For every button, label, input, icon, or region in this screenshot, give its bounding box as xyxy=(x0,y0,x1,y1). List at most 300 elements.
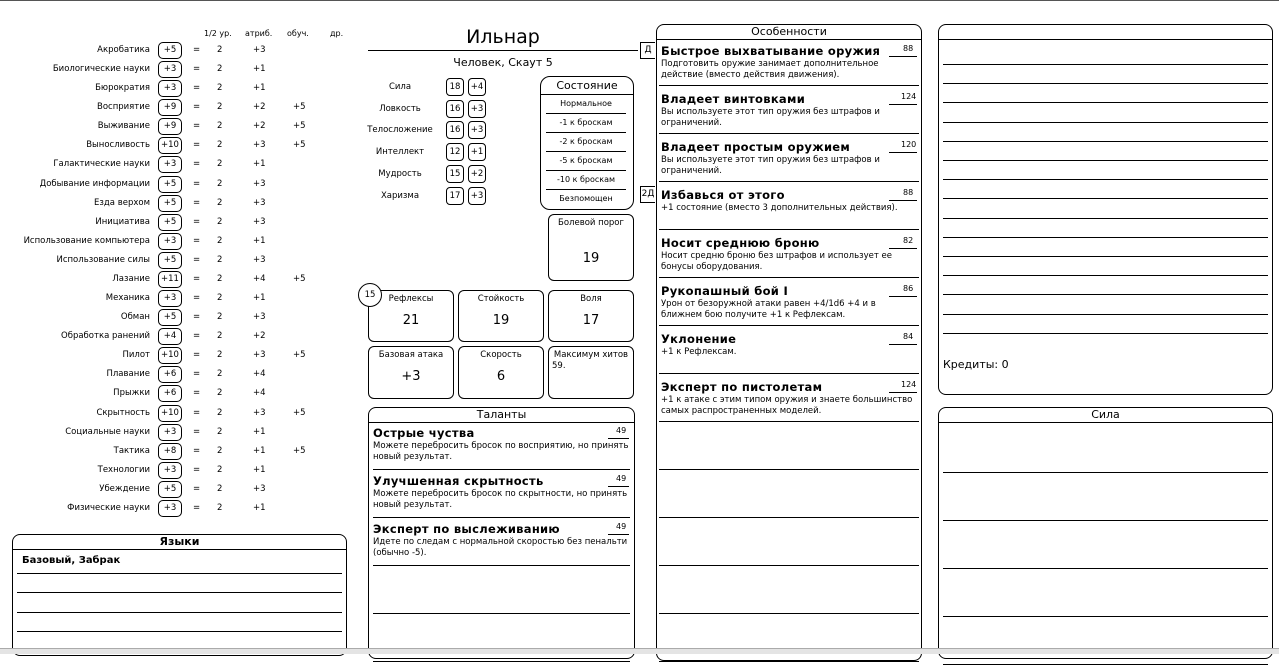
skill-name: Физические науки xyxy=(67,502,150,513)
skill-row xyxy=(0,500,340,519)
skill-half-level: 2 xyxy=(217,83,223,94)
equals-sign: = xyxy=(193,254,201,265)
condition-step[interactable]: -10 к броскам xyxy=(546,170,626,190)
line xyxy=(17,631,342,632)
feat-description: +1 к Рефлексам. xyxy=(661,347,737,357)
equals-sign: = xyxy=(193,293,201,304)
condition-title: Состояние xyxy=(556,79,618,92)
damage-threshold-box xyxy=(548,214,634,281)
feat-description: +1 к атаке с этим типом оружия и знаете большинство самых распространенных моделей. xyxy=(661,395,913,416)
line xyxy=(889,200,917,201)
ability-modifier[interactable]: +1 xyxy=(468,143,486,161)
ability-name: Ловкость xyxy=(379,103,421,114)
skill-total[interactable]: +8 xyxy=(158,443,182,460)
line xyxy=(943,83,1268,84)
skill-name: Использование компьютера xyxy=(23,235,150,246)
skill-name: Выживание xyxy=(97,121,150,132)
feat-entry[interactable] xyxy=(661,188,917,214)
skill-attribute-mod: +1 xyxy=(253,464,266,475)
feat-name: Уклонение xyxy=(661,332,737,346)
skill-total[interactable]: +3 xyxy=(158,500,182,517)
equals-sign: = xyxy=(193,331,201,342)
equals-sign: = xyxy=(193,102,201,113)
line xyxy=(943,122,1268,123)
equals-sign: = xyxy=(193,502,201,513)
will-box xyxy=(548,290,634,342)
feat-description: Носит средню броню без штрафов и использует ее бонусы оборудования. xyxy=(661,251,893,272)
feat-page: 124 xyxy=(901,380,917,389)
skill-half-level: 2 xyxy=(217,254,223,265)
skill-total[interactable]: +5 xyxy=(158,481,182,498)
skill-total[interactable]: +3 xyxy=(158,290,182,307)
ability-modifier[interactable]: +2 xyxy=(468,165,486,183)
skill-trained-bonus: +5 xyxy=(293,121,306,132)
skill-half-level: 2 xyxy=(217,197,223,208)
feat-entry[interactable] xyxy=(661,140,917,177)
line xyxy=(943,256,1268,257)
line xyxy=(943,179,1268,180)
damage-threshold-value[interactable]: 19 xyxy=(582,251,600,266)
line xyxy=(659,133,919,134)
condition-step[interactable]: -5 к броскам xyxy=(546,151,626,171)
talent-description: Можете перебросить бросок по скрытности, но принять новый результат. xyxy=(373,489,628,510)
line xyxy=(659,613,919,614)
force-title: Сила xyxy=(939,408,1272,423)
skill-attribute-mod: +3 xyxy=(253,45,266,55)
skill-attribute-mod: +2 xyxy=(253,331,266,342)
equals-sign: = xyxy=(193,178,201,189)
feat-description: +1 состояние (вместо 3 дополнительных действия). xyxy=(661,203,898,213)
skill-attribute-mod: +3 xyxy=(253,407,266,418)
skill-half-level: 2 xyxy=(217,235,223,246)
skill-attribute-mod: +3 xyxy=(253,312,266,323)
condition-track xyxy=(541,94,633,206)
skill-total[interactable]: +5 xyxy=(158,252,182,269)
feat-name: Эксперт по пистолетам xyxy=(661,380,823,394)
line xyxy=(943,64,1268,65)
skill-total[interactable]: +4 xyxy=(158,328,182,345)
skill-half-level: 2 xyxy=(217,45,223,55)
equals-sign: = xyxy=(193,83,201,94)
line xyxy=(659,181,919,182)
skill-half-level: 2 xyxy=(217,216,223,227)
skill-total[interactable]: +5 xyxy=(158,42,182,59)
feat-entry[interactable] xyxy=(661,380,917,417)
skill-row xyxy=(0,118,340,137)
skill-half-level: 2 xyxy=(217,445,223,456)
ability-name: Харизма xyxy=(380,190,420,201)
equals-sign: = xyxy=(193,45,201,55)
header-half-level: 1/2 ур. xyxy=(204,29,232,38)
feats-list xyxy=(641,40,921,655)
skill-trained-bonus: +5 xyxy=(293,102,306,113)
speed-label: Скорость xyxy=(480,350,522,360)
talents-title: Таланты xyxy=(369,408,634,423)
skill-row xyxy=(0,405,340,424)
ability-score[interactable]: 15 xyxy=(446,165,464,183)
skill-total[interactable]: +10 xyxy=(158,137,182,154)
skill-attribute-mod: +1 xyxy=(253,293,266,304)
line xyxy=(17,612,342,613)
line xyxy=(943,237,1268,238)
line xyxy=(608,534,629,535)
skill-row xyxy=(0,137,340,156)
line xyxy=(373,613,630,614)
equals-sign: = xyxy=(193,483,201,494)
skill-row xyxy=(0,214,340,233)
skill-name: Бюрократия xyxy=(95,83,150,94)
skill-name: Механика xyxy=(105,293,150,304)
skill-attribute-mod: +3 xyxy=(253,350,266,361)
line xyxy=(943,160,1268,161)
feat-page: 84 xyxy=(903,332,914,341)
feats-title: Особенности xyxy=(657,25,921,40)
line xyxy=(943,472,1268,473)
line xyxy=(659,325,919,326)
line xyxy=(373,661,630,662)
equals-sign: = xyxy=(193,426,201,437)
base-attack-box xyxy=(368,346,454,399)
skill-attribute-mod: +1 xyxy=(253,235,266,246)
skill-name: Обработка ранений xyxy=(61,331,150,342)
skill-row xyxy=(0,366,340,385)
line xyxy=(889,344,917,345)
line xyxy=(889,296,917,297)
equals-sign: = xyxy=(193,197,201,208)
languages-panel xyxy=(12,534,347,656)
talent-name: Улучшенная скрытность xyxy=(373,474,544,488)
ability-modifier[interactable]: +3 xyxy=(468,187,486,205)
line xyxy=(889,152,917,153)
feat-description: Вы используете этот тип оружия без штрафов и ограничений. xyxy=(661,155,880,176)
line xyxy=(943,333,1268,334)
skill-total[interactable]: +3 xyxy=(158,80,182,97)
skill-name: Выносливость xyxy=(86,140,150,151)
fortitude-box xyxy=(458,290,544,342)
equals-sign: = xyxy=(193,64,201,75)
skill-name: Скрытность xyxy=(96,407,150,418)
condition-step[interactable]: -1 к броскам xyxy=(546,113,626,133)
talent-description: Можете перебросить бросок по восприятию, но принять новый результат. xyxy=(373,441,629,462)
line xyxy=(889,392,917,393)
talent-entry[interactable] xyxy=(373,474,629,511)
line xyxy=(943,218,1268,219)
talent-name: Острые чуства xyxy=(373,426,475,440)
skill-total[interactable]: +10 xyxy=(158,347,182,364)
skill-total[interactable]: +3 xyxy=(158,424,182,441)
ability-modifier[interactable]: +3 xyxy=(468,100,486,118)
equals-sign: = xyxy=(193,235,201,246)
skill-total[interactable]: +3 xyxy=(158,233,182,250)
talent-name: Эксперт по выслеживанию xyxy=(373,522,560,536)
skill-attribute-mod: +4 xyxy=(253,273,266,284)
skill-half-level: 2 xyxy=(217,331,223,342)
feat-page: 124 xyxy=(901,92,917,101)
equals-sign: = xyxy=(193,312,201,323)
line xyxy=(659,373,919,374)
skill-attribute-mod: +1 xyxy=(253,445,266,456)
skill-total[interactable]: +9 xyxy=(158,99,182,116)
skill-name: Пилот xyxy=(122,350,150,361)
feat-page: 88 xyxy=(903,188,914,197)
line xyxy=(659,469,919,470)
flat-footed-circle: 15 xyxy=(358,283,382,307)
skill-name: Инициатива xyxy=(95,216,150,227)
name-underline xyxy=(368,50,638,51)
line xyxy=(943,294,1268,295)
feat-entry[interactable] xyxy=(661,44,917,81)
skill-row xyxy=(0,80,340,99)
feat-entry[interactable] xyxy=(661,92,917,129)
condition-step[interactable]: Нормальное xyxy=(546,94,626,114)
ability-score[interactable]: 18 xyxy=(446,78,464,96)
ability-score[interactable]: 17 xyxy=(446,187,464,205)
equals-sign: = xyxy=(193,140,201,151)
reflex-value[interactable]: 21 xyxy=(402,313,420,328)
skill-row xyxy=(0,328,340,347)
max-hp-box xyxy=(548,346,634,399)
ability-score[interactable]: 16 xyxy=(446,121,464,139)
skill-half-level: 2 xyxy=(217,350,223,361)
skill-total[interactable]: +3 xyxy=(158,462,182,479)
speed-box xyxy=(458,346,544,399)
skill-name: Прыжки xyxy=(113,388,150,399)
feat-name: Носит среднюю броню xyxy=(661,236,820,250)
feat-page: 120 xyxy=(901,140,917,149)
equals-sign: = xyxy=(193,159,201,170)
line xyxy=(659,661,919,662)
character-name[interactable]: Ильнар xyxy=(466,26,540,48)
max-hp-value[interactable]: 59. xyxy=(552,361,566,371)
skill-attribute-mod: +1 xyxy=(253,426,266,437)
line xyxy=(659,85,919,86)
line xyxy=(943,314,1268,315)
equals-sign: = xyxy=(193,350,201,361)
skill-name: Лазание xyxy=(112,273,150,284)
action-tab: Д xyxy=(640,42,655,59)
feat-name: Владеет простым оружием xyxy=(661,140,851,154)
skill-half-level: 2 xyxy=(217,464,223,475)
line xyxy=(943,198,1268,199)
talent-page: 49 xyxy=(616,426,627,435)
feat-entry[interactable] xyxy=(661,332,917,358)
skill-name: Использование силы xyxy=(56,254,150,265)
skill-trained-bonus: +5 xyxy=(293,350,306,361)
skill-row xyxy=(0,156,340,175)
credits[interactable]: Кредиты: 0 xyxy=(943,358,1009,371)
equals-sign: = xyxy=(193,369,201,380)
skill-trained-bonus: +5 xyxy=(293,140,306,151)
equipment-panel xyxy=(938,24,1273,395)
skill-attribute-mod: +2 xyxy=(253,121,266,132)
skill-attribute-mod: +3 xyxy=(253,178,266,189)
line xyxy=(659,229,919,230)
talents-panel xyxy=(368,407,635,659)
damage-threshold-label: Болевой порог xyxy=(558,218,624,228)
equals-sign: = xyxy=(193,407,201,418)
skill-name: Акробатика xyxy=(97,45,150,55)
skill-row xyxy=(0,61,340,80)
talent-entry[interactable] xyxy=(373,522,629,559)
skill-half-level: 2 xyxy=(217,64,223,75)
skill-row xyxy=(0,424,340,443)
line xyxy=(373,565,630,566)
equals-sign: = xyxy=(193,216,201,227)
skill-name: Восприятие xyxy=(96,102,150,113)
skill-half-level: 2 xyxy=(217,407,223,418)
ability-name: Телосложение xyxy=(367,125,433,136)
header-attribute: атриб. xyxy=(245,29,273,38)
character-race-class[interactable]: Человек, Скаут 5 xyxy=(453,56,553,69)
skill-attribute-mod: +1 xyxy=(253,502,266,513)
line xyxy=(659,277,919,278)
talent-description: Идете по следам с нормальной скоростью без пенальти (обычно -5). xyxy=(373,537,628,558)
ability-name: Мудрость xyxy=(378,168,422,179)
ability-score[interactable]: 12 xyxy=(446,143,464,161)
equals-sign: = xyxy=(193,121,201,132)
skill-half-level: 2 xyxy=(217,140,223,151)
skill-total[interactable]: +6 xyxy=(158,366,182,383)
condition-step[interactable]: -2 к броскам xyxy=(546,132,626,152)
skill-row xyxy=(0,176,340,195)
line xyxy=(373,469,630,470)
skill-total[interactable]: +5 xyxy=(158,214,182,231)
skill-half-level: 2 xyxy=(217,312,223,323)
skill-row xyxy=(0,347,340,366)
abilities-block xyxy=(360,78,550,208)
header-trained: обуч. xyxy=(287,29,309,38)
skill-name: Галактические науки xyxy=(53,159,150,170)
line xyxy=(373,517,630,518)
line xyxy=(943,141,1268,142)
skill-total[interactable]: +5 xyxy=(158,309,182,326)
skill-attribute-mod: +2 xyxy=(253,102,266,113)
ability-modifier[interactable]: +4 xyxy=(468,78,486,96)
fortitude-label: Стойкость xyxy=(477,294,525,304)
feat-page: 88 xyxy=(903,44,914,53)
skill-total[interactable]: +5 xyxy=(158,195,182,212)
feat-entry[interactable] xyxy=(661,236,917,273)
skill-row xyxy=(0,462,340,481)
skill-half-level: 2 xyxy=(217,483,223,494)
ability-score[interactable]: 16 xyxy=(446,100,464,118)
force-panel xyxy=(938,407,1273,659)
skill-half-level: 2 xyxy=(217,426,223,437)
skill-half-level: 2 xyxy=(217,369,223,380)
talents-list xyxy=(369,423,634,653)
line xyxy=(659,517,919,518)
feat-description: Подготовить оружие занимает дополнительное действие (вместо действия движения). xyxy=(661,59,879,80)
skill-trained-bonus: +5 xyxy=(293,407,306,418)
feats-panel xyxy=(641,24,922,661)
skill-name: Убеждение xyxy=(99,483,150,494)
skill-name: Обман xyxy=(120,312,150,323)
skill-total[interactable]: +10 xyxy=(158,405,182,422)
skill-half-level: 2 xyxy=(217,159,223,170)
line xyxy=(943,520,1268,521)
skill-row xyxy=(0,385,340,404)
line xyxy=(608,486,629,487)
equals-sign: = xyxy=(193,464,201,475)
skill-row xyxy=(0,271,340,290)
line xyxy=(889,248,917,249)
will-value[interactable]: 17 xyxy=(582,313,600,328)
talent-page: 49 xyxy=(616,522,627,531)
fortitude-value[interactable]: 19 xyxy=(492,313,510,328)
skill-total[interactable]: +3 xyxy=(158,156,182,173)
line xyxy=(659,565,919,566)
skill-attribute-mod: +3 xyxy=(253,197,266,208)
skill-attribute-mod: +4 xyxy=(253,369,266,380)
line xyxy=(608,438,629,439)
skill-name: Технологии xyxy=(97,464,150,475)
line xyxy=(17,573,342,574)
feat-name: Владеет винтовками xyxy=(661,92,806,106)
reflex-label: Рефлексы xyxy=(388,294,434,304)
line xyxy=(943,102,1268,103)
line xyxy=(17,592,342,593)
line xyxy=(889,104,917,105)
speed-value[interactable]: 6 xyxy=(496,369,506,384)
feat-name: Быстрое выхватывание оружия xyxy=(661,44,881,58)
skill-total[interactable]: +3 xyxy=(158,61,182,78)
skill-attribute-mod: +3 xyxy=(253,254,266,265)
feat-name: Рукопашный бой I xyxy=(661,284,789,298)
line xyxy=(889,56,917,57)
skill-row xyxy=(0,309,340,328)
skill-row xyxy=(0,481,340,500)
skill-attribute-mod: +4 xyxy=(253,388,266,399)
ability-name: Интеллект xyxy=(375,147,425,158)
skill-row xyxy=(0,233,340,252)
condition-panel xyxy=(540,76,634,210)
skill-row xyxy=(0,42,340,61)
condition-step[interactable]: Безпомощен xyxy=(559,194,613,203)
line xyxy=(659,421,919,422)
skill-total[interactable]: +5 xyxy=(158,176,182,193)
skill-name: Езда верхом xyxy=(94,197,150,208)
feat-entry[interactable] xyxy=(661,284,917,321)
skill-row xyxy=(0,99,340,118)
skill-row xyxy=(0,290,340,309)
equals-sign: = xyxy=(193,445,201,456)
skill-name: Биологические науки xyxy=(52,64,150,75)
skill-name: Социальные науки xyxy=(65,426,150,437)
languages-title: Языки xyxy=(13,535,346,550)
ability-modifier[interactable]: +3 xyxy=(468,121,486,139)
skill-attribute-mod: +1 xyxy=(253,159,266,170)
skill-half-level: 2 xyxy=(217,502,223,513)
line xyxy=(943,616,1268,617)
skill-half-level: 2 xyxy=(217,293,223,304)
skill-total[interactable]: +6 xyxy=(158,385,182,402)
feat-description: Вы используете этот тип оружия без штрафов и ограничений. xyxy=(661,107,880,128)
feat-page: 86 xyxy=(903,284,914,293)
equals-sign: = xyxy=(193,273,201,284)
action-tab: 2Д xyxy=(640,186,655,203)
base-attack-label: Базовая атака xyxy=(378,350,444,360)
talent-entry[interactable] xyxy=(373,426,629,463)
skill-trained-bonus: +5 xyxy=(293,445,306,456)
skill-total[interactable]: +11 xyxy=(158,271,182,288)
skill-attribute-mod: +1 xyxy=(253,83,266,94)
languages-value[interactable]: Базовый, Забрак xyxy=(22,555,121,566)
skill-name: Тактика xyxy=(113,445,150,456)
line xyxy=(943,275,1268,276)
base-attack-value[interactable]: +3 xyxy=(401,369,421,384)
skill-name: Плавание xyxy=(106,369,150,380)
skill-total[interactable]: +9 xyxy=(158,118,182,135)
